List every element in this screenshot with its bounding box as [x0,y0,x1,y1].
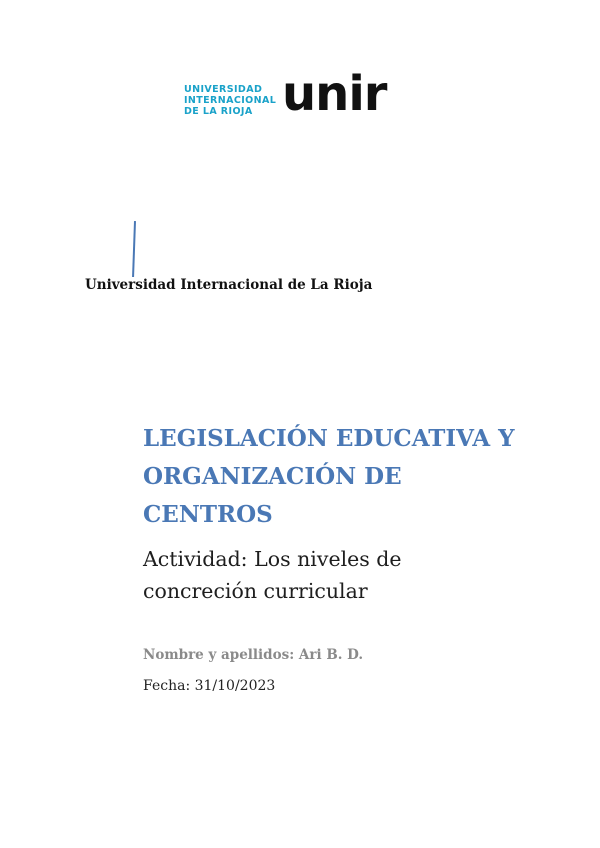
institution-name: Universidad Internacional de La Rioja [85,277,373,293]
logo-wordmark [184,84,276,117]
logo-line-3: DE LA RIOJA [184,106,253,117]
logo-line-1: UNIVERSIDAD [184,84,263,95]
title-line: ORGANIZACIÓN DE [143,463,402,490]
vertical-rule [132,221,136,277]
title-line: CENTROS [143,501,273,528]
author-name: Nombre y apellidos: Ari B. D. [143,647,364,663]
activity-subtitle [143,543,503,607]
logo-line-2: INTERNACIONAL [184,95,277,106]
logo-mark: unir [282,66,387,122]
document-date: Fecha: 31/10/2023 [143,678,276,694]
subtitle-line: concreción curricular [143,579,368,603]
unir-logo [184,66,424,130]
subtitle-line: Actividad: Los niveles de [143,547,402,571]
document-title [143,420,523,534]
title-line: LEGISLACIÓN EDUCATIVA Y [143,425,515,452]
